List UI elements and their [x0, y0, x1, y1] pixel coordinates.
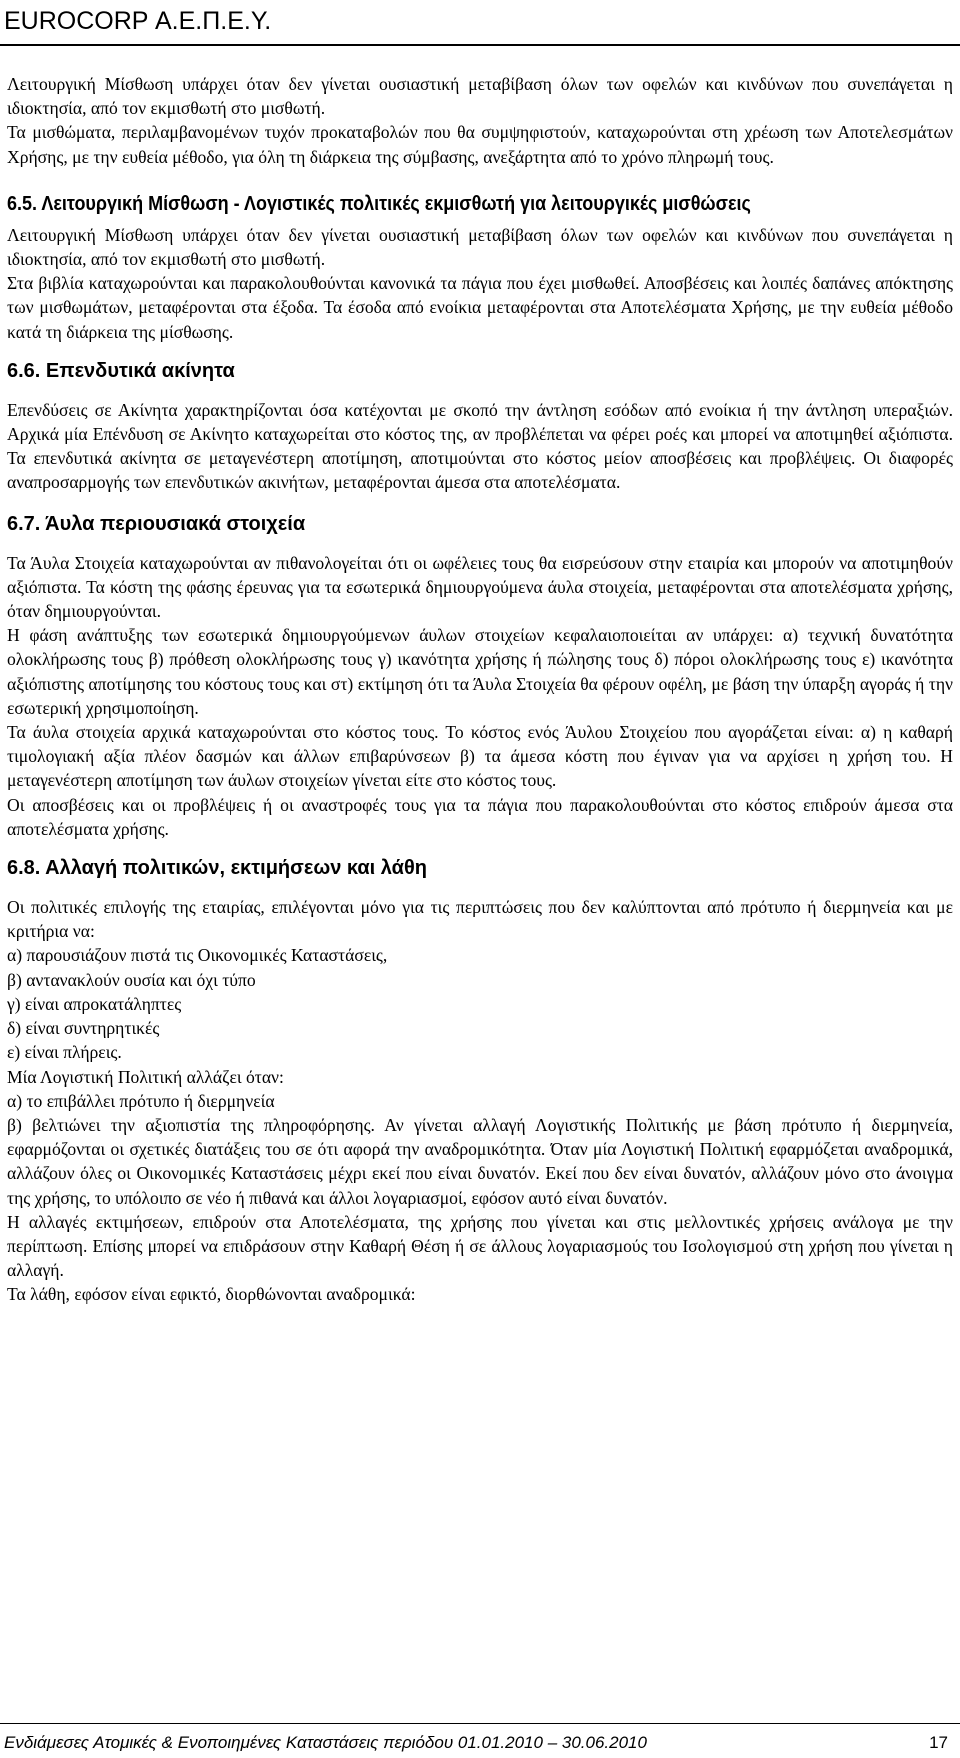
section-6-7-paragraph-4: Οι αποσβέσεις και οι προβλέψεις ή οι αναστροφές τους για τα πάγια που παρακολουθούνται στο κόστος επιδρούν άμεσα στα αποτελέσματα χρήσης. [7, 794, 953, 839]
page-header [0, 0, 960, 46]
section-6-7-paragraph-1: Τα Άυλα Στοιχεία καταχωρούνται αν πιθανολογείται ότι οι ωφέλειες τους θα εισρεύσουν στην εταιρία και μπορούν να αποτιμηθούν αξιόπιστα. Τα κόστη της φάσης έρευνας για τα εσωτερικά δημιουργούμενα άυλα στοιχεία, μεταφέρονται στα αποτελέσματα χρήσης, όταν δημιουργούνται. [7, 552, 953, 622]
section-6-6-heading: 6.6. Επενδυτικά ακίνητα [7, 359, 235, 382]
footer-document-title: Ενδιάμεσες Ατομικές & Ενοποιημένες Καταστάσεις περιόδου 01.01.2010 – 30.06.2010 [4, 1733, 647, 1752]
intro-paragraph-1: Λειτουργική Μίσθωση υπάρχει όταν δεν γίνεται ουσιαστική μεταβίβαση όλων των οφελών και κινδύνων που συνεπάγεται η ιδιοκτησία, από τον εκμισθωτή στο μισθωτή. [7, 74, 953, 119]
criteria-list-item: γ) είναι απροκατάληπτες [7, 993, 182, 1014]
criteria-list-item: δ) είναι συντηρητικές [7, 1018, 160, 1039]
section-6-6-paragraph-1: Επενδύσεις σε Ακίνητα χαρακτηρίζονται όσα κατέχονται με σκοπό την άντληση εσόδων από ενοίκια ή την άντληση υπεραξιών. Αρχικά μία Επένδυση σε Ακίνητο καταχωρείται στο κόστος της, αν προβλέπεται να φέρει ροές και μπορεί να αποτιμηθεί αξιόπιστα. Τα επενδυτικά ακίνητα σε μεταγενέστερη αποτίμηση, αποτιμούνται στο κόστος μείον αποσβέσεις και προβλέψεις. Οι διαφορές αναπροσαρμογής των επενδυτικών ακινήτων, μεταφέρονται άμεσα στα αποτελέσματα. [7, 399, 953, 493]
section-6-5-paragraph-1: Λειτουργική Μίσθωση υπάρχει όταν δεν γίνεται ουσιαστική μεταβίβαση όλων των οφελών και κινδύνων που συνεπάγεται η ιδιοκτησία, από τον εκμισθωτή στο μισθωτή. [7, 224, 953, 270]
criteria-list-item: α) παρουσιάζουν πιστά τις Οικονομικές Καταστάσεις, [7, 945, 388, 966]
section-6-8-paragraph-4: Η αλλαγές εκτιμήσεων, επιδρούν στα Αποτελέσματα, της χρήσης που γίνεται και στις μελλοντικές χρήσεις ανάλογα με την περίπτωση. Επίσης μπορεί να επιδράσουν στην Καθαρή Θέση ή σε άλλους λογαριασμούς του Ισολογισμού στη χρήση που γίνεται η αλλαγή. [7, 1211, 953, 1281]
section-6-5-paragraph-2: Στα βιβλία καταχωρούνται και παρακολουθούνται κανονικά τα πάγια που έχει μισθωθεί. Αποσβέσεις και λοιπές δαπάνες απόκτησης των μισθωμάτων, μεταφέρονται στα έξοδα. Τα έσοδα από ενοίκια μεταφέρονται στα Αποτελέσματα Χρήσης, με την ευθεία μέθοδο κατά τη διάρκεια της μίσθωσης. [7, 273, 953, 342]
document-body [7, 72, 953, 1307]
criteria-list-item: β) αντανακλούν ουσία και όχι τύπο [7, 969, 256, 990]
section-6-8-paragraph-1: Οι πολιτικές επιλογής της εταιρίας, επιλέγονται μόνο για τις περιπτώσεις που δεν καλύπτονται από πρότυπο ή διερμηνεία και με κριτήρια να: [7, 897, 953, 942]
criteria-list-item: ε) είναι πλήρεις. [7, 1042, 122, 1063]
section-6-7-heading: 6.7. Άυλα περιουσιακά στοιχεία [7, 512, 306, 535]
section-6-5-heading: 6.5. Λειτουργική Μίσθωση - Λογιστικές πολιτικές εκμισθωτή για λειτουργικές μισθώσεις [7, 192, 751, 215]
section-6-8-heading: 6.8. Αλλαγή πολιτικών, εκτιμήσεων και λάθη [7, 857, 427, 880]
page-footer [0, 1723, 960, 1758]
section-6-7-paragraph-3: Τα άυλα στοιχεία αρχικά καταχωρούνται στο κόστος τους. Το κόστος ενός Άυλου Στοιχείου που αγοράζεται είναι: α) η καθαρή τιμολογιακή αξία πλέον δασμών και άλλων επιβαρύνσεων β) τα άμεσα κόστη που έγιναν για να αρχίσει η χρήση του. Η μεταγενέστερη αποτίμηση των άυλων στοιχείων γίνεται είτε στο κόστος τους. [7, 722, 953, 791]
change-list-item: α) το επιβάλλει πρότυπο ή διερμηνεία [7, 1090, 275, 1111]
intro-paragraph-2: Τα μισθώματα, περιλαμβανομένων τυχόν προκαταβολών που θα συμψηφιστούν, καταχωρούνται στη χρέωση των Αποτελεσμάτων Χρήσης, με την ευθεία μέθοδο, για όλη τη διάρκεια της σύμβασης, ανεξάρτητα από το χρόνο πληρωμή τους. [7, 122, 953, 167]
page-number: 17 [929, 1733, 948, 1752]
company-name: EUROCORP Α.Ε.Π.Ε.Υ. [4, 7, 272, 35]
section-6-8-paragraph-3: β) βελτιώνει την αξιοπιστία της πληροφόρησης. Αν γίνεται αλλαγή Λογιστικής Πολιτικής με βάση πρότυπο ή διερμηνεία, εφαρμόζονται οι σχετικές διατάξεις του σε ότι αφορά την αναδρομικότητα. Όταν μία Λογιστική Πολιτική εφαρμόζεται αναδρομικά, αλλάζουν όλες οι Οικονομικές Καταστάσεις μέχρι εκεί που είναι δυνατόν. Εκεί που δεν είναι δυνατόν, αλλάζουν μόνο στο άνοιγμα της χρήσης, το υπόλοιπο σε νέο ή πιθανά και άλλοι λογαριασμοί, εφόσον αυτό είναι δυνατόν. [7, 1114, 953, 1208]
section-6-7-paragraph-2: Η φάση ανάπτυξης των εσωτερικά δημιουργούμενων άυλων στοιχείων κεφαλαιοποιείται αν υπάρχει: α) τεχνική δυνατότητα ολοκλήρωσης τους β) πρόθεση ολοκλήρωσης τους γ) ικανότητα χρήσης ή πώλησης τους δ) πόροι ολοκλήρωσης τους ε) ικανότητα αξιόπιστης αποτίμησης του κόστους τους και στ) εκτίμηση ότι τα Άυλα Στοιχεία θα φέρουν οφέλη, με βάση την ύπαρξη αγοράς ή την εσωτερική χρησιμοποίηση. [7, 625, 953, 718]
section-6-8-paragraph-2: Μία Λογιστική Πολιτική αλλάζει όταν: [7, 1066, 284, 1087]
section-6-8-paragraph-5: Τα λάθη, εφόσον είναι εφικτό, διορθώνονται αναδρομικά: [7, 1284, 416, 1305]
